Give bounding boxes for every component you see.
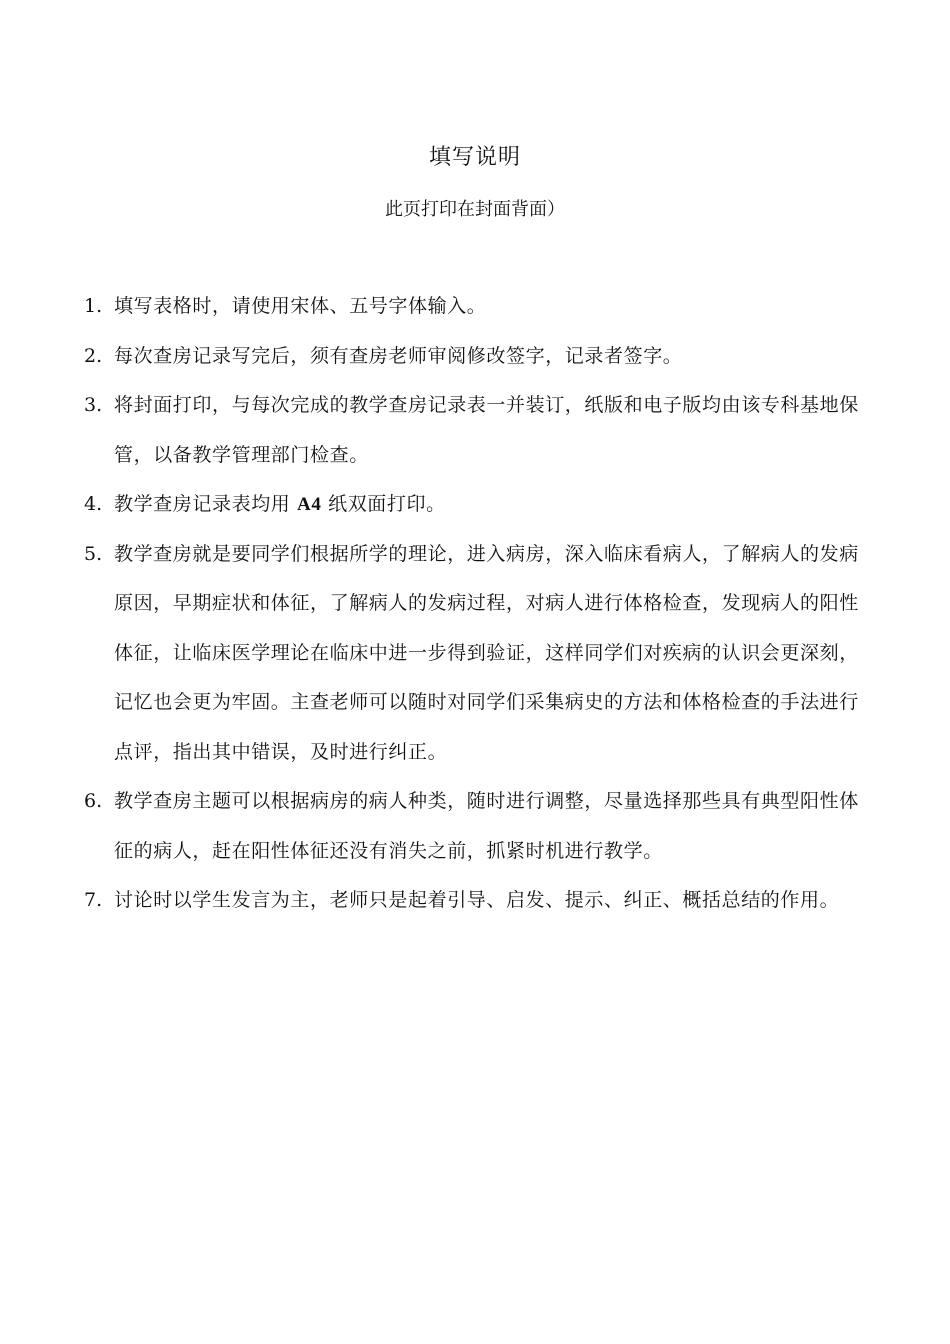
instructions-list bbox=[84, 282, 874, 926]
page-subtitle: 此页打印在封面背面） bbox=[385, 199, 565, 220]
item-number: 2. bbox=[84, 344, 103, 367]
item-number: 1. bbox=[84, 295, 103, 317]
item-text: 讨论时以学生发言为主，老师只是起着引导、启发、提示、纠正、概括总结的作用。 bbox=[114, 889, 840, 911]
item-number: 3. bbox=[84, 394, 103, 416]
item-text: 填写表格时，请使用宋体、五号字体输入。 bbox=[114, 295, 487, 317]
instruction-item-7 bbox=[84, 876, 874, 926]
item-number: 7. bbox=[84, 889, 103, 911]
item-text: 教学查房主题可以根据病房的病人种类，随时进行调整，尽量选择那些具有典型阳性体征的病人，赶在阳性体征还没有消失之前，抓紧时机进行教学。 bbox=[114, 790, 859, 862]
item-number: 4. bbox=[84, 493, 103, 515]
instruction-item-4 bbox=[84, 480, 874, 530]
paper-size-label: A4 bbox=[297, 494, 322, 515]
instruction-item-2 bbox=[84, 332, 874, 382]
item-text-after: 纸双面打印。 bbox=[321, 493, 446, 515]
page-title: 填写说明 bbox=[428, 145, 521, 170]
item-text: 教学查房就是要同学们根据所学的理论，进入病房，深入临床看病人，了解病人的发病原因，早期症状和体征，了解病人的发病过程，对病人进行体格检查，发现病人的阳性体征，让临床医学理论在临床中进一步得到验证，这样同学们对疾病的认识会更深刻，记忆也会更为牢固。主查老师可以随时对同学们采集病史的方法和体格检查的手法进行点评，指出其中错误，及时进行纠正。 bbox=[114, 542, 859, 763]
instruction-item-1 bbox=[84, 282, 874, 332]
item-number: 6. bbox=[84, 790, 103, 812]
item-number: 5. bbox=[84, 542, 103, 565]
item-text: 将封面打印，与每次完成的教学查房记录表一并装订，纸版和电子版均由该专科基地保管，以备教学管理部门检查。 bbox=[114, 394, 859, 466]
instruction-item-5 bbox=[84, 530, 874, 778]
instruction-item-6 bbox=[84, 777, 874, 876]
item-text: 每次查房记录写完后，须有查房老师审阅修改签字，记录者签字。 bbox=[114, 344, 683, 367]
item-text bbox=[114, 480, 874, 530]
instruction-item-3 bbox=[84, 381, 874, 480]
item-text-before: 教学查房记录表均用 bbox=[114, 493, 298, 515]
